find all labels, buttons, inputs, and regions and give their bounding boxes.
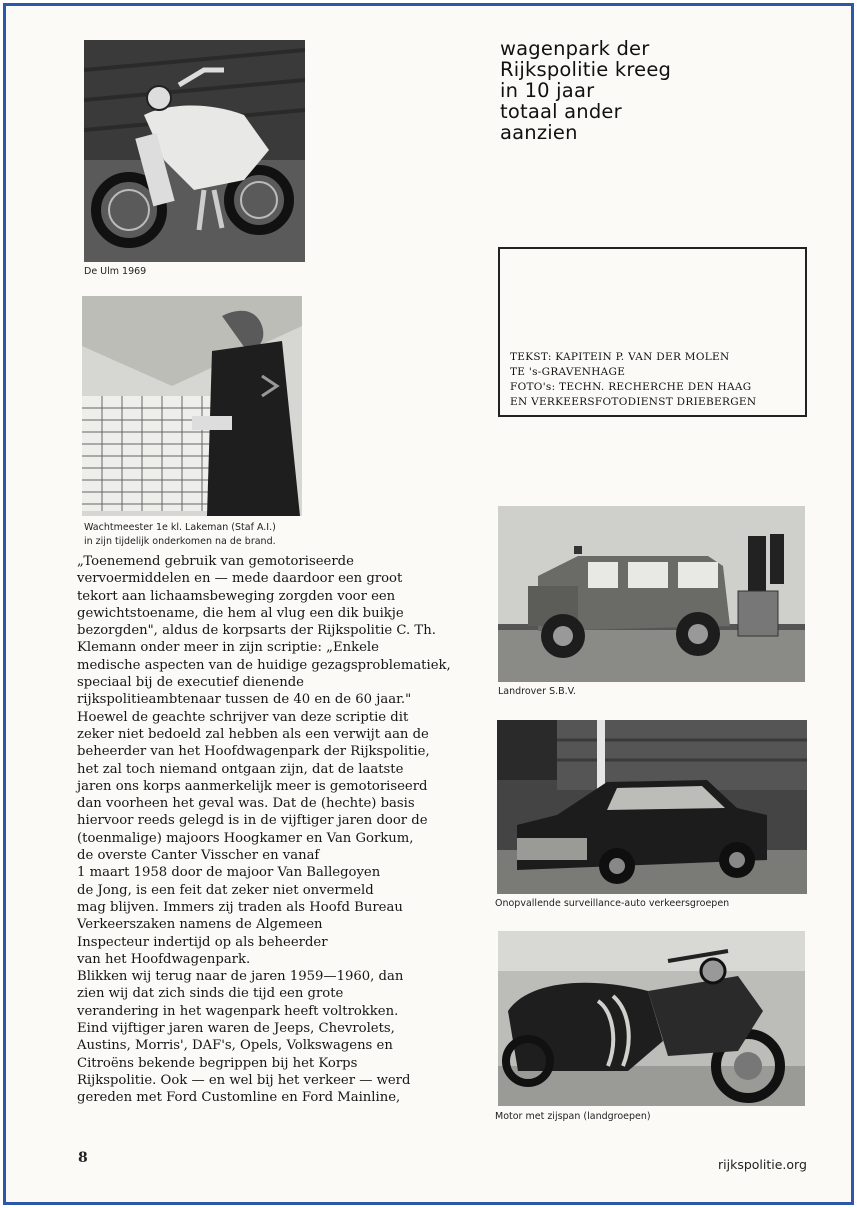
body-line: gewichtstoename, die hem al vlug een dik buikje xyxy=(77,605,404,621)
body-line: Hoewel de geachte schrijver van deze scriptie dit xyxy=(77,709,409,725)
body-line: het zal toch niemand ontgaan zijn, dat de laatste xyxy=(77,761,404,777)
article-headline xyxy=(500,38,800,143)
watermark[interactable]: rijkspolitie.org xyxy=(718,1157,807,1172)
body-line: Eind vijftiger jaren waren de Jeeps, Chevrolets, xyxy=(77,1021,395,1037)
body-line: medische aspecten van de huidige gezagsproblematiek, xyxy=(77,657,451,673)
body-line: vervoermiddelen en — mede daardoor een groot xyxy=(77,571,403,587)
headline-line: aanzien xyxy=(500,121,578,144)
credit-line: EN VERKEERSFOTODIENST DRIEBERGEN xyxy=(510,396,757,408)
body-line: „Toenemend gebruik van gemotoriseerde xyxy=(77,554,354,569)
credit-line: TE 's-GRAVENHAGE xyxy=(510,366,626,378)
body-line: Inspecteur indertijd op als beheerder xyxy=(77,934,328,950)
officer-photo xyxy=(82,296,302,516)
body-line: van het Hoofdwagenpark. xyxy=(77,951,251,967)
body-line: speciaal bij de executief dienende xyxy=(77,675,304,691)
body-line: gereden met Ford Customline en Ford Mainline, xyxy=(77,1090,401,1106)
body-line: dan voorheen het geval was. Dat de (hechte) basis xyxy=(77,796,415,812)
body-line: Rijkspolitie. Ook — en wel bij het verkeer — werd xyxy=(77,1072,411,1088)
body-line: verandering in het wagenpark heeft voltrokken. xyxy=(77,1003,399,1019)
credit-box xyxy=(498,247,807,417)
credit-line: FOTO's: TECHN. RECHERCHE DEN HAAG xyxy=(510,381,752,393)
article-body xyxy=(77,553,451,1107)
body-line: zien wij dat zich sinds die tijd een grote xyxy=(77,986,344,1002)
body-line: 1 maart 1958 door de majoor Van Ballegoyen xyxy=(77,865,381,881)
credits xyxy=(510,350,756,410)
surveillance-car-photo xyxy=(497,720,807,894)
caption-ulm: De Ulm 1969 xyxy=(84,266,147,277)
body-line: Blikken wij terug naar de jaren 1959—1960, dan xyxy=(77,969,404,985)
body-line: bezorgden", aldus de korpsarts der Rijkspolitie C. Th. xyxy=(77,623,436,639)
body-line: hiervoor reeds gelegd is in de vijftiger jaren door de xyxy=(77,813,428,829)
body-line: de overste Canter Visscher en vanaf xyxy=(77,848,320,864)
body-line: mag blijven. Immers zij traden als Hoofd Bureau xyxy=(77,899,403,915)
headline-line: in 10 jaar xyxy=(500,79,595,102)
caption-lakeman-1: Wachtmeester 1e kl. Lakeman (Staf A.I.) xyxy=(84,522,276,533)
body-line: (toenmalige) majoors Hoogkamer en Van Gorkum, xyxy=(77,830,414,846)
caption-motor: Motor met zijspan (landgroepen) xyxy=(495,1111,651,1122)
page-number: 8 xyxy=(78,1150,88,1166)
sidecar-motorcycle-photo xyxy=(498,931,805,1106)
body-line: Austins, Morris', DAF's, Opels, Volkswagens en xyxy=(77,1038,393,1054)
caption-landrover: Landrover S.B.V. xyxy=(498,686,576,697)
headline-line: wagenpark der xyxy=(500,37,650,60)
body-line: tekort aan lichaamsbeweging zorgden voor een xyxy=(77,588,396,604)
headline-line: totaal ander xyxy=(500,100,622,123)
body-line: Klemann onder meer in zijn scriptie: „Enkele xyxy=(77,640,379,656)
caption-lakeman-2: in zijn tijdelijk onderkomen na de brand. xyxy=(84,536,276,547)
body-line: Verkeerszaken namens de Algemeen xyxy=(77,917,323,933)
motorbike-photo xyxy=(84,40,305,262)
credit-line: TEKST: KAPITEIN P. VAN DER MOLEN xyxy=(510,351,730,363)
body-line: beheerder van het Hoofdwagenpark der Rijkspolitie, xyxy=(77,744,430,760)
body-line: jaren ons korps aanmerkelijk meer is gemotoriseerd xyxy=(77,778,428,794)
landrover-photo xyxy=(498,506,805,682)
caption-surveillance: Onopvallende surveillance-auto verkeersgroepen xyxy=(495,898,730,909)
body-line: zeker niet bedoeld zal hebben als een verwijt aan de xyxy=(77,726,429,742)
body-line: rijkspolitieambtenaar tussen de 40 en de 60 jaar." xyxy=(77,692,412,708)
headline-line: Rijkspolitie kreeg xyxy=(500,58,672,81)
body-line: de Jong, is een feit dat zeker niet onvermeld xyxy=(77,882,374,898)
body-line: Citroëns bekende begrippen bij het Korps xyxy=(77,1055,358,1071)
